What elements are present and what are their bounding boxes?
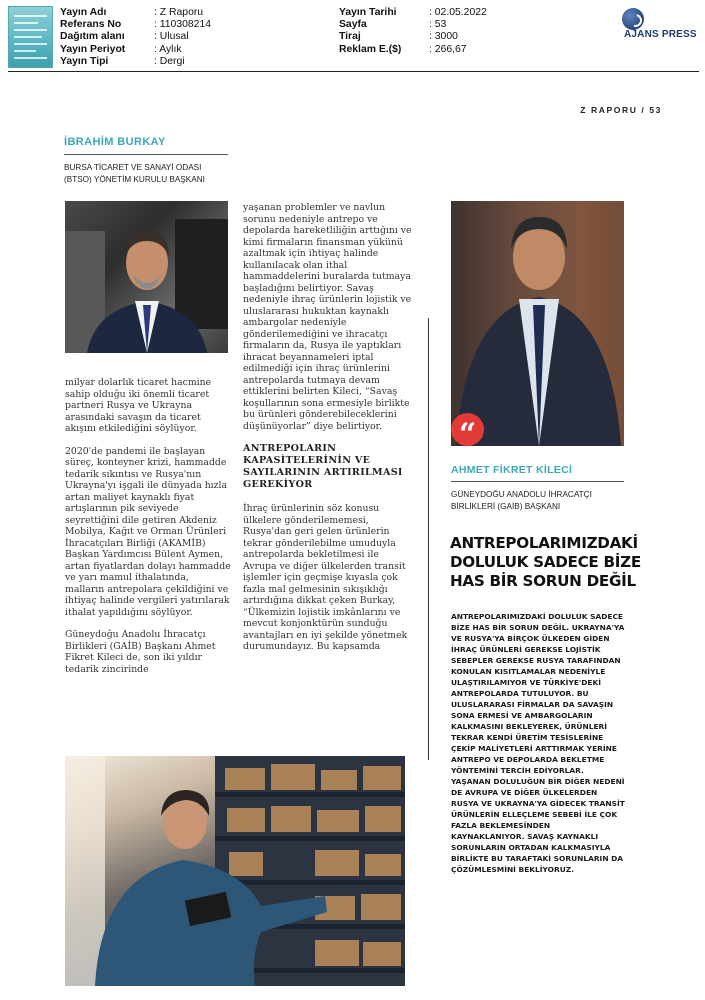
meta-label: Yayın Adı	[60, 7, 107, 18]
meta-value: : Ulusal	[154, 31, 189, 43]
author2-title-line1: GÜNEYDOĞU ANADOLU İHRACATÇI	[451, 490, 592, 499]
pull-quote-body: ANTREPOLARIMIZDAKİ DOLULUK SADECE BİZE HAS BİR SORUN DEĞİL. UKRAYNA'YA VE RUSYA'YA BİRÇOK ÜLKEDEN GİDEN İHRAÇ ÜRÜNLERİ GEREKSE LOJİSTİK SEBEPLER GEREKSE RUSYA TARAFINDAN KONULAN KISITLAMALAR NEDENİYLE ULAŞTIRILAMIYOR VE TÜRKİYE'DEKİ ANTREPOLARDA TUTULUYOR. BU ULUSLARARASI FİRMALAR DA SAVAŞIN SONA ERMESİ VE AMBARGOLARIN KALKMASINI BEKLEYEREK, ÜRÜNLERİ TEKRAR KENDİ ÜRETİM TESİSLERİNE ÇEKİP MALİYETLERİ ARTTIRMAK YERİNE ANTREPO VE DEPOLARDA BEKLETME YÖNTEMİNİ TERCİH EDİYORLAR. YAŞANAN DOLULUĞUN BİR DİĞER NEDENİ DE AVRUPA VE DİĞER ÜLKELERDEN RUSYA VE UKRAYNA'YA GİDECEK TRANSİT ÜRÜNLERİN ELLEÇLEME SEBEBİ İLE ÇOK FAZLA BEKLEMESİNDEN KAYNAKLANIYOR. SAVAŞ KAYNAKLI SORUNLARIN ORTADAN KALKMASIYLA BİRLİKTE BU TARAFTAKİ SORUNLARIN DA ÇÖZÜMLESMİNİ BEKLİYORUZ.	[451, 612, 625, 874]
photo-warehouse-worker	[65, 756, 405, 986]
photo-ibrahim-burkay	[65, 201, 228, 353]
author1-title-line2: (BTSO) YÖNETİM KURULU BAŞKANI	[64, 175, 205, 184]
header-divider	[8, 71, 699, 72]
page-thumbnail[interactable]	[8, 6, 53, 68]
column-divider	[428, 318, 429, 760]
logo-globe-icon	[622, 8, 644, 30]
meta-right	[339, 7, 589, 59]
quote-icon: “	[451, 413, 484, 446]
meta-left	[60, 7, 310, 69]
author2-title-line2: BİRLİKLERİ (GAİB) BAŞKANI	[451, 502, 561, 511]
meta-label: Reklam E.($)	[339, 43, 402, 55]
paragraph: İhraç ürünlerinin söz konusu ülkelere gönderilememesi, Rusya'dan geri gelen ürünlerin tekrar gönderilebilme umuduyla antrepolarda bekletilmesi ile Avrupa ve diğer ülkelerden transit işlemler için geçmişe kıyasla çok fazla mal gelmesinin sıkışıklığı artırdığına dikkat çeken Burkay, “Ülkemizin lojistik imkânlarını ve mevcut konjonktürün sunduğu avantajları en iyi şekilde yönetmek durumundayız. Bu kapsamda	[243, 503, 408, 652]
meta-value: : Z Raporu	[154, 7, 204, 18]
author2-title	[451, 489, 631, 513]
meta-value: : Aylık	[154, 43, 182, 55]
paragraph: yaşanan problemler ve navlun sorunu nedeniyle antrepo ve depolarda hareketliliğin arttığını ve kimi firmaların finansman yükünü azaltmak için ihtiyaç halinde kullanılacak olan ithal hammaddelerini buralarda tutmaya başladığını belirtiyor. Savaş nedeniyle ihraç ürünlerin lojistik ve uluslararası hukuktan kaynaklı ambargolar nedeniyle gönderilemediğini ve ihracatçı firmaların da, Rusya ile yaptıkları ihracat beyannameleri iptal edilmediği için ihraç ürünlerini antrepolarda tutmaya devam ettiklerini belirten Kileci, “Savaş koşullarının sona ermesiyle birlikte bu ürünleri gönderebileceklerini düşünüyorlar” diye belirtiyor.	[243, 202, 412, 432]
meta-label: Yayın Tipi	[60, 55, 109, 67]
photo-ahmet-fikret-kileci	[451, 201, 624, 446]
author2-rule	[451, 481, 624, 482]
meta-label: Yayın Tarihi	[339, 7, 397, 18]
article-column-1	[65, 377, 231, 686]
meta-value: : 53	[429, 19, 447, 31]
meta-label: Yayın Periyot	[60, 43, 126, 55]
section-heading: ANTREPOLARIN KAPASİTELERİNİN VE SAYILARININ ARTIRILMASI GEREKİYOR	[243, 443, 403, 490]
meta-value: : 110308214	[154, 19, 212, 31]
meta-label: Dağıtım alanı	[60, 31, 125, 43]
pull-quote-headline: ANTREPOLARIMIZDAKİ DOLULUK SADECE BİZE HAS BİR SORUN DEĞİL	[450, 534, 641, 591]
paragraph: Güneydoğu Anadolu İhracatçı Birlikleri (GAİB) Başkanı Ahmet Fikret Kileci de, son iki yıldır tedarik zincirinde	[65, 629, 216, 675]
author1-title-line1: BURSA TİCARET VE SANAYİ ODASI	[64, 163, 202, 172]
meta-label: Referans No	[60, 19, 122, 31]
clipping-header	[0, 0, 705, 74]
author1-name: İBRAHİM BURKAY	[64, 136, 166, 148]
paragraph: milyar dolarlık ticaret hacmine sahip olduğu iki önemli ticaret partneri Rusya ve Ukrayna arasındaki savaşın da ticaret akışını etkilediğini söylüyor.	[65, 377, 212, 434]
meta-value: : 02.05.2022	[429, 7, 487, 18]
author1-title	[64, 162, 234, 186]
meta-value: : 266,67	[429, 43, 467, 55]
meta-label: Sayfa	[339, 19, 367, 31]
meta-label: Tiraj	[339, 31, 361, 43]
logo-text: AJANS PRESS	[624, 29, 697, 40]
meta-value: : Dergi	[154, 55, 185, 67]
meta-value: : 3000	[429, 31, 458, 43]
author2-name: AHMET FİKRET KİLECİ	[451, 464, 573, 476]
ajans-press-logo[interactable]	[622, 8, 702, 40]
paragraph: 2020'de pandemi ile başlayan süreç, konteyner krizi, hammadde tedarik sıkıntısı ve Rusya'nın Ukrayna'yı işgali ile dünyada hızla artan maliyet kaynaklı fiyat artışlarının pik seviyede seyrettiğini dile getiren Akdeniz Mobilya, Kağıt ve Orman Ürünleri İhracatçıları Birliği (AKAMİB) Başkan Yardımcısı Bülent Aymen, artan fiyatlardan dolayı hammadde ve yarı mamul ithalatında, malların antrepolara çekildiğini ve ihtiyaç halinde vergileri yatırılarak ithalat yapıldığını söylüyor.	[65, 445, 231, 618]
article-column-2	[243, 202, 413, 664]
page-folio: Z RAPORU / 53	[580, 105, 662, 115]
author1-rule	[64, 154, 228, 155]
